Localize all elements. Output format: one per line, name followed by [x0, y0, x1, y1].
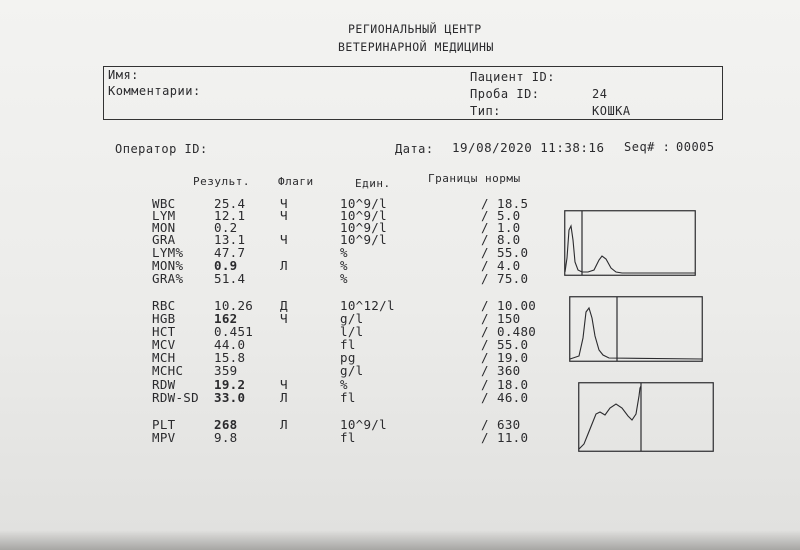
row-unit: %: [340, 258, 348, 273]
row-param-name: HGB: [152, 311, 176, 326]
row-range-high: 150: [497, 311, 521, 326]
row-result-value: 9.8: [214, 430, 238, 445]
row-flag: Л: [280, 390, 288, 405]
row-range-separator: /: [481, 232, 489, 247]
seq-value: 00005: [676, 140, 715, 154]
type-value: КОШКА: [592, 104, 631, 118]
row-flag: Ч: [280, 232, 288, 247]
row-range-separator: /: [481, 271, 489, 286]
row-result-value: 268: [214, 417, 238, 432]
row-unit: 10^9/l: [340, 208, 387, 223]
row-flag: Л: [280, 417, 288, 432]
row-unit: 10^9/l: [340, 196, 387, 211]
row-range-high: 11.0: [497, 430, 529, 445]
page-edge-shadow: [0, 530, 800, 550]
row-param-name: LYM%: [152, 245, 184, 260]
row-range-separator: /: [481, 337, 489, 352]
column-header-units: Един.: [355, 177, 391, 190]
row-range-separator: /: [481, 311, 489, 326]
row-unit: l/l: [340, 324, 364, 339]
row-range-high: 46.0: [497, 390, 529, 405]
row-unit: fl: [340, 337, 356, 352]
row-param-name: LYM: [152, 208, 176, 223]
plt-histogram: [578, 382, 714, 452]
row-param-name: GRA%: [152, 271, 184, 286]
row-range-separator: /: [481, 390, 489, 405]
row-range-separator: /: [481, 196, 489, 211]
row-result-value: 0.9: [214, 258, 238, 273]
row-range-separator: /: [481, 208, 489, 223]
row-unit: fl: [340, 390, 356, 405]
row-result-value: 10.26: [214, 298, 254, 313]
row-result-value: 13.1: [214, 232, 246, 247]
wbc-histogram: [564, 210, 696, 276]
type-label: Тип:: [470, 104, 501, 118]
row-range-separator: /: [481, 350, 489, 365]
row-range-separator: /: [481, 377, 489, 392]
date-label: Дата:: [395, 142, 434, 156]
row-flag: Д: [280, 298, 288, 313]
row-param-name: RDW-SD: [152, 390, 199, 405]
row-range-high: 18.0: [497, 377, 529, 392]
row-param-name: MON%: [152, 258, 184, 273]
comments-label: Комментарии:: [108, 84, 201, 98]
rbc-histogram: [569, 296, 703, 362]
row-range-separator: /: [481, 298, 489, 313]
row-result-value: 25.4: [214, 196, 246, 211]
row-range-separator: /: [481, 258, 489, 273]
row-unit: 10^9/l: [340, 417, 387, 432]
row-range-high: 18.5: [497, 196, 529, 211]
row-result-value: 12.1: [214, 208, 246, 223]
column-header-result: Результ.: [193, 175, 250, 188]
row-result-value: 0.451: [214, 324, 254, 339]
date-value: 19/08/2020 11:38:16: [452, 140, 605, 155]
row-result-value: 162: [214, 311, 238, 326]
row-unit: %: [340, 245, 348, 260]
row-range-separator: /: [481, 417, 489, 432]
row-range-high: 55.0: [497, 337, 529, 352]
operator-id-label: Оператор ID:: [115, 142, 208, 156]
row-range-high: 8.0: [497, 232, 521, 247]
row-result-value: 0.2: [214, 220, 238, 235]
row-param-name: MON: [152, 220, 176, 235]
row-range-separator: /: [481, 363, 489, 378]
sample-id-label: Проба ID:: [470, 87, 540, 101]
row-flag: Ч: [280, 196, 288, 211]
clinic-name-line2: ВЕТЕРИНАРНОЙ МЕДИЦИНЫ: [338, 40, 494, 54]
row-unit: g/l: [340, 363, 364, 378]
row-flag: Ч: [280, 208, 288, 223]
row-range-high: 0.480: [497, 324, 537, 339]
row-unit: 10^9/l: [340, 220, 387, 235]
row-param-name: MCH: [152, 350, 176, 365]
row-unit: 10^9/l: [340, 232, 387, 247]
row-unit: fl: [340, 430, 356, 445]
row-result-value: 44.0: [214, 337, 246, 352]
row-range-high: 19.0: [497, 350, 529, 365]
column-header-flags: Флаги: [278, 175, 314, 188]
row-result-value: 359: [214, 363, 238, 378]
row-range-separator: /: [481, 220, 489, 235]
row-range-high: 55.0: [497, 245, 529, 260]
name-label: Имя:: [108, 68, 139, 82]
row-range-high: 10.00: [497, 298, 537, 313]
clinic-name-line1: РЕГИОНАЛЬНЫЙ ЦЕНТР: [348, 22, 482, 36]
row-param-name: MCV: [152, 337, 176, 352]
patient-id-label: Пациент ID:: [470, 70, 555, 84]
row-result-value: 51.4: [214, 271, 246, 286]
row-param-name: HCT: [152, 324, 176, 339]
row-param-name: WBC: [152, 196, 176, 211]
row-range-separator: /: [481, 430, 489, 445]
row-flag: Л: [280, 258, 288, 273]
row-unit: %: [340, 271, 348, 286]
row-param-name: RBC: [152, 298, 176, 313]
row-result-value: 15.8: [214, 350, 246, 365]
row-param-name: PLT: [152, 417, 176, 432]
row-result-value: 33.0: [214, 390, 246, 405]
row-range-high: 75.0: [497, 271, 529, 286]
row-flag: Ч: [280, 377, 288, 392]
row-range-separator: /: [481, 245, 489, 260]
sample-id-value: 24: [592, 87, 608, 101]
row-unit: 10^12/l: [340, 298, 395, 313]
column-header-limits: Границы нормы: [428, 172, 521, 185]
row-range-separator: /: [481, 324, 489, 339]
row-range-high: 4.0: [497, 258, 521, 273]
row-param-name: MPV: [152, 430, 176, 445]
row-param-name: RDW: [152, 377, 176, 392]
row-range-high: 1.0: [497, 220, 521, 235]
row-unit: %: [340, 377, 348, 392]
row-result-value: 47.7: [214, 245, 246, 260]
row-range-high: 360: [497, 363, 521, 378]
row-unit: pg: [340, 350, 356, 365]
row-range-high: 5.0: [497, 208, 521, 223]
row-range-high: 630: [497, 417, 521, 432]
seq-label: Seq# :: [624, 140, 671, 154]
row-unit: g/l: [340, 311, 364, 326]
row-result-value: 19.2: [214, 377, 246, 392]
row-param-name: GRA: [152, 232, 176, 247]
row-flag: Ч: [280, 311, 288, 326]
row-param-name: MCHC: [152, 363, 184, 378]
